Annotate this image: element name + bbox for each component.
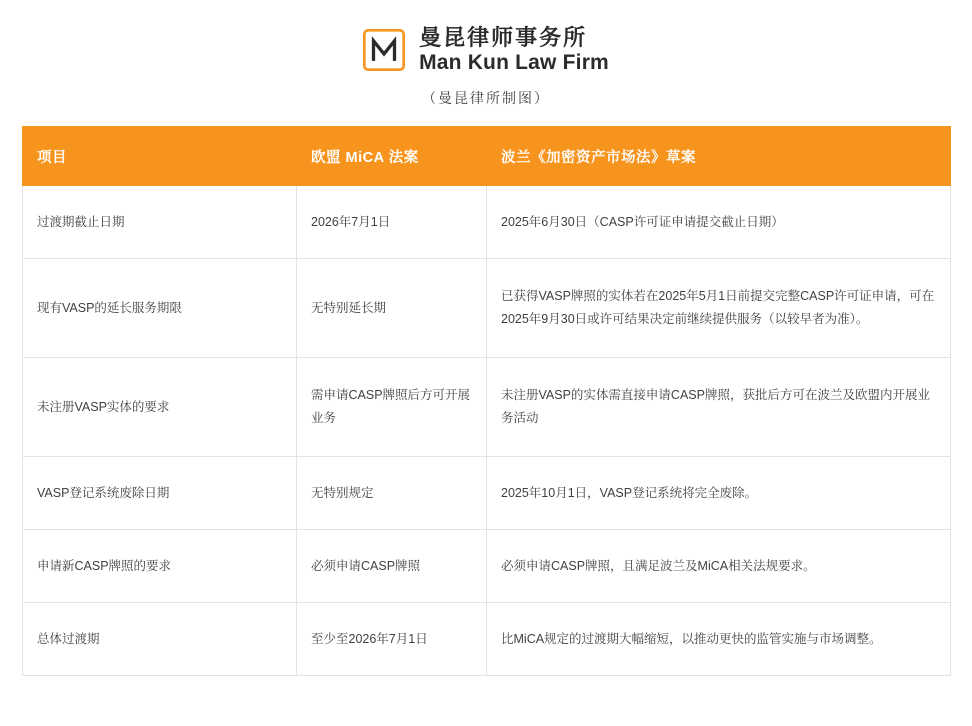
- cell-item: 现有VASP的延长服务期限: [23, 259, 297, 358]
- table-row: [23, 186, 951, 259]
- cell-mica: 必须申请CASP牌照: [297, 530, 487, 603]
- cell-item: 过渡期截止日期: [23, 186, 297, 259]
- cell-item: VASP登记系统废除日期: [23, 457, 297, 530]
- cell-mica: 至少至2026年7月1日: [297, 603, 487, 676]
- firm-name: [419, 26, 609, 74]
- column-header-poland: 波兰《加密资产市场法》草案: [487, 127, 951, 186]
- table-header: [23, 127, 951, 186]
- table-row: [23, 457, 951, 530]
- cell-item: 总体过渡期: [23, 603, 297, 676]
- cell-mica: 无特别延长期: [297, 259, 487, 358]
- firm-logo-block: [0, 0, 972, 74]
- cell-poland: 2025年6月30日（CASP许可证申请提交截止日期）: [487, 186, 951, 259]
- cell-poland: 未注册VASP的实体需直接申请CASP牌照，获批后方可在波兰及欧盟内开展业务活动: [487, 358, 951, 457]
- table-row: [23, 358, 951, 457]
- cell-item: 申请新CASP牌照的要求: [23, 530, 297, 603]
- table-body: [23, 186, 951, 676]
- cell-poland: 已获得VASP牌照的实体若在2025年5月1日前提交完整CASP许可证申请，可在2025年9月30日或许可结果决定前继续提供服务（以较早者为准）。: [487, 259, 951, 358]
- cell-item: 未注册VASP实体的要求: [23, 358, 297, 457]
- cell-mica: 需申请CASP牌照后方可开展业务: [297, 358, 487, 457]
- table-row: [23, 530, 951, 603]
- column-header-mica: 欧盟 MiCA 法案: [297, 127, 487, 186]
- cell-poland: 2025年10月1日，VASP登记系统将完全废除。: [487, 457, 951, 530]
- column-header-item: 项目: [23, 127, 297, 186]
- comparison-table: [22, 126, 951, 676]
- table-header-row: [23, 127, 951, 186]
- firm-name-cn: 曼昆律师事务所: [419, 25, 588, 50]
- cell-poland: 必须申请CASP牌照，且满足波兰及MiCA相关法规要求。: [487, 530, 951, 603]
- table-row: [23, 603, 951, 676]
- table-row: [23, 259, 951, 358]
- cell-poland: 比MiCA规定的过渡期大幅缩短，以推动更快的监管实施与市场调整。: [487, 603, 951, 676]
- chart-credit-subtitle: （曼昆律所制图）: [422, 90, 550, 107]
- mankun-m-logo-icon: [363, 29, 405, 71]
- firm-name-en: Man Kun Law Firm: [419, 50, 609, 74]
- cell-mica: 无特别规定: [297, 457, 487, 530]
- comparison-table-wrap: [22, 126, 950, 676]
- cell-mica: 2026年7月1日: [297, 186, 487, 259]
